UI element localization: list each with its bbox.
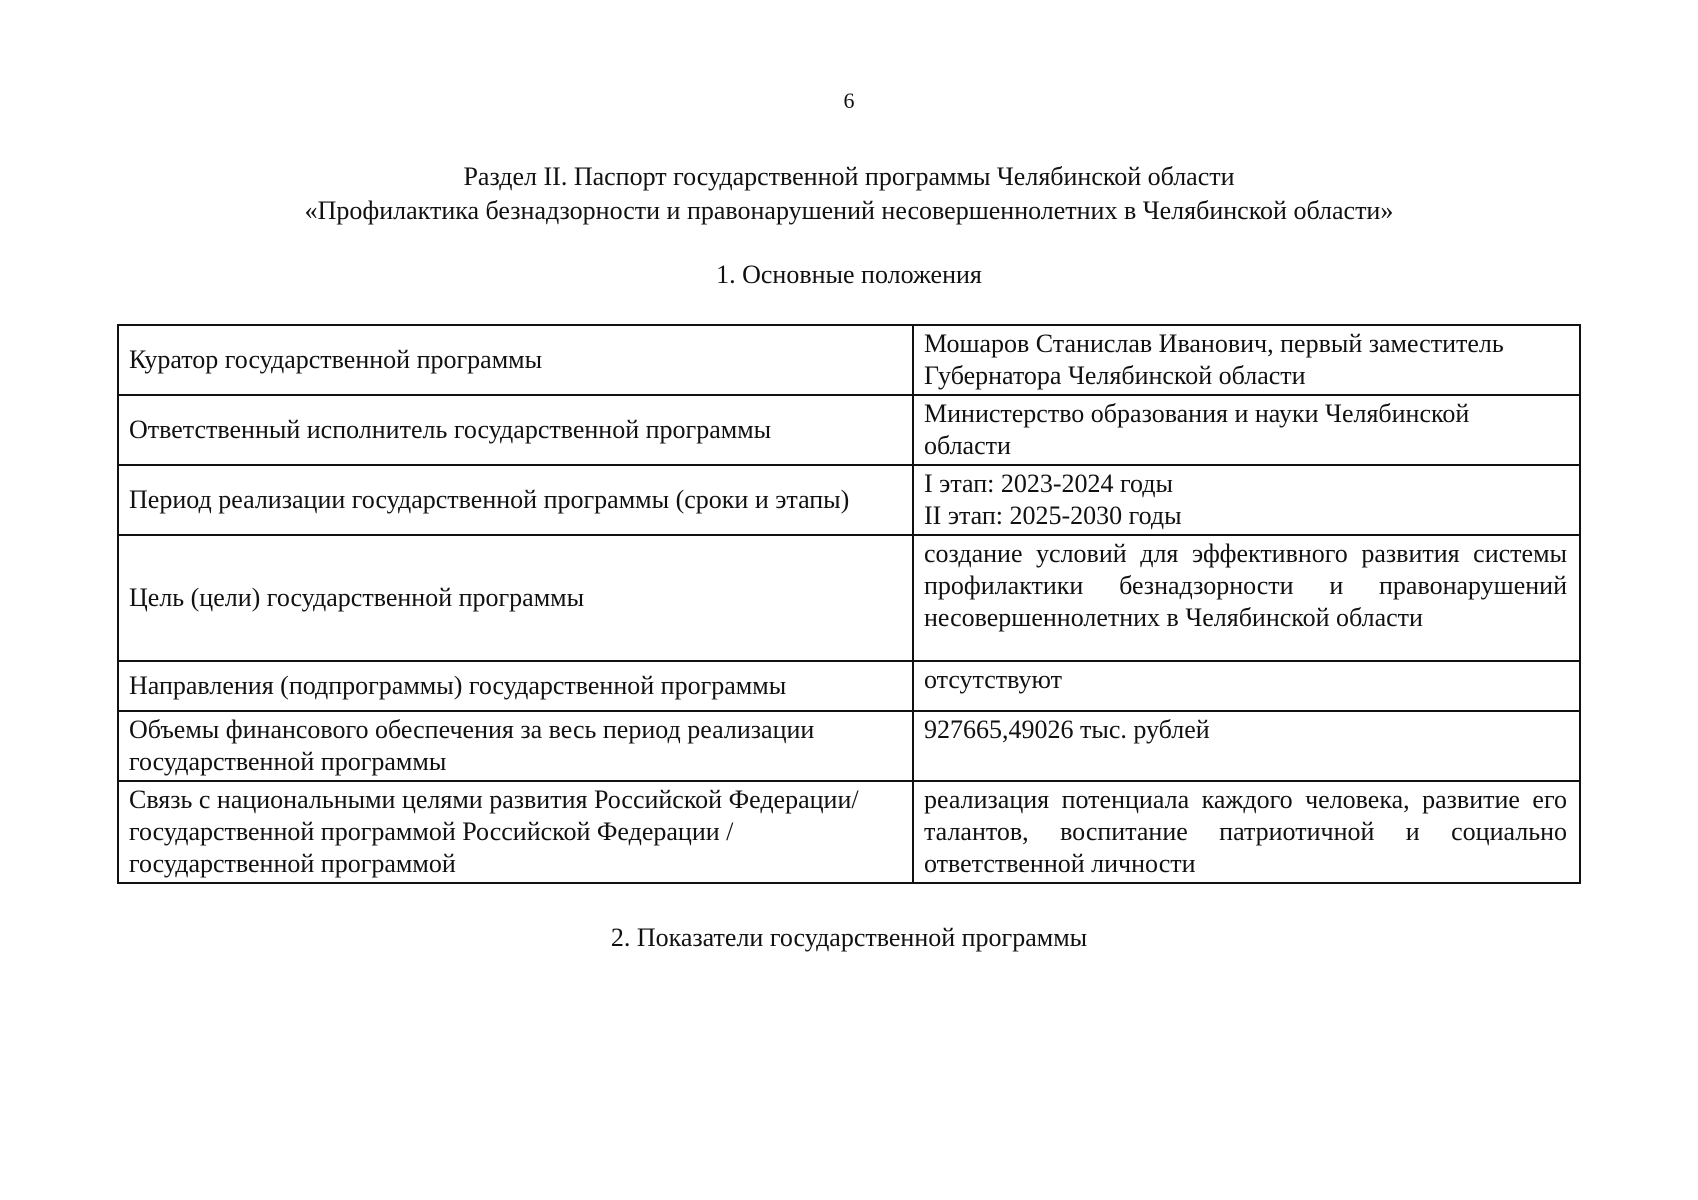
row-label-financing: Объемы финансового обеспечения за весь период реализации государственной программы [118, 711, 913, 781]
row-label-period: Период реализации государственной программы (сроки и этапы) [118, 465, 913, 535]
value-line: I этап: 2023-2024 годы [924, 469, 1173, 498]
table-row [118, 535, 1580, 661]
row-value-goal: создание условий для эффективного развития системы профилактики безнадзорности и правонарушений несовершеннолетних в Челябинской области [913, 535, 1580, 661]
table-row [118, 395, 1580, 465]
page-number: 6 [843, 88, 855, 113]
row-value-executor [913, 395, 1580, 465]
value-line: Губернатора Челябинской области [924, 361, 1306, 390]
row-label-curator: Куратор государственной программы [118, 325, 913, 395]
row-value-national-goals: реализация потенциала каждого человека, развитие его талантов, воспитание патриотичной и социально ответственной личности [913, 781, 1580, 883]
section-title-line-2: «Профилактика безнадзорности и правонарушений несовершеннолетних в Челябинской области» [304, 196, 1394, 225]
table-row [118, 325, 1580, 395]
row-label-executor: Ответственный исполнитель государственной программы [118, 395, 913, 465]
value-line: Мошаров Станислав Иванович, первый заместитель [924, 329, 1504, 358]
value-line: II этап: 2025-2030 годы [924, 501, 1182, 530]
table-row [118, 661, 1580, 711]
section-title-line-1: Раздел II. Паспорт государственной программы Челябинской области [463, 162, 1235, 191]
table-row [118, 711, 1580, 781]
value-line: области [924, 431, 1011, 460]
row-value-financing: 927665,49026 тыс. рублей [913, 711, 1580, 781]
row-label-directions: Направления (подпрограммы) государственной программы [118, 661, 913, 711]
row-value-period [913, 465, 1580, 535]
row-label-goal: Цель (цели) государственной программы [118, 535, 913, 661]
subsection-program-indicators: 2. Показатели государственной программы [610, 923, 1088, 952]
table-row [118, 465, 1580, 535]
section-title [0, 160, 1698, 228]
row-value-curator [913, 325, 1580, 395]
subsection-main-provisions: 1. Основные положения [716, 260, 982, 289]
value-line: Министерство образования и науки Челябинской [924, 399, 1470, 428]
row-value-directions: отсутствуют [913, 661, 1580, 711]
program-passport-table [117, 324, 1581, 884]
table-row [118, 781, 1580, 883]
row-label-national-goals: Связь с национальными целями развития Российской Федерации/ государственной программой Российской Федерации / государственной программой [118, 781, 913, 883]
